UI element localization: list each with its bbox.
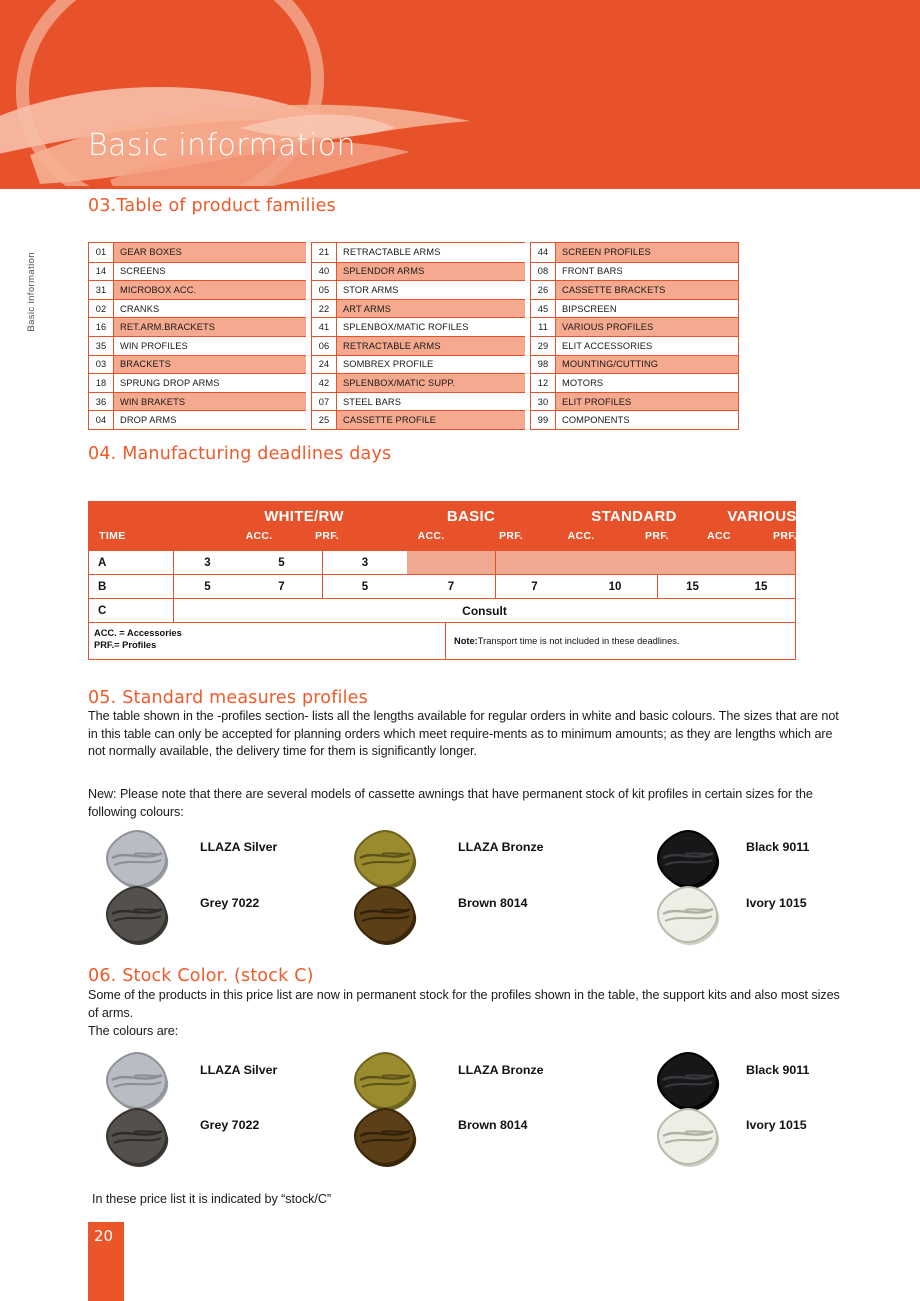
family-code: 04 [89,411,113,429]
note-text: Transport time is not included in these deadlines. [477,636,680,646]
family-code: 36 [89,393,113,411]
table-row [531,336,738,355]
family-name: MOUNTING/CUTTING [555,356,738,374]
deadlines-table-header [89,502,795,550]
family-name: ELIT ACCESSORIES [555,337,738,355]
table-row [312,336,525,355]
swatch-ivory-1015 [655,1106,721,1173]
family-name: SOMBREX PROFILE [336,356,525,374]
table-row [312,243,525,262]
family-name: RETRACTABLE ARMS [336,337,525,355]
section-05-paragraph-2: New: Please note that there are several models of cassette awnings that have permanent stock of kit profiles in certain sizes for the following colours: [88,787,813,819]
family-code: 12 [531,374,555,392]
table-row [89,280,306,299]
family-code: 08 [531,263,555,281]
note-label: Note: [454,636,478,646]
header-sub-basic-acc: ACC. [417,530,445,542]
header-sub-white-prf: PRF. [315,530,339,542]
cell-basic-prf: 7 [447,580,455,593]
family-code: 02 [89,300,113,318]
swatch-label-grey-7022: Grey 7022 [200,896,260,910]
table-row [312,317,525,336]
family-name: BIPSCREEN [555,300,738,318]
page-number: 20 [94,1227,114,1245]
section-heading-04: 04. Manufacturing deadlines days [88,444,392,464]
product-families-table [88,242,739,430]
family-name: BRACKETS [113,356,306,374]
deadlines-row-b [89,574,795,598]
swatch-label-llaza-silver: LLAZA Silver [200,1063,278,1077]
family-name: RETRACTABLE ARMS [336,243,525,262]
family-code: 05 [312,281,336,299]
table-row [312,262,525,281]
header-group-basic: BASIC [446,508,496,525]
table-row [312,280,525,299]
cell-basic-acc: 5 [322,575,407,598]
swatch-grey-7022 [104,1106,170,1173]
cell-standard-prf: 10 [608,580,622,593]
family-code: 42 [312,374,336,392]
cell-standard-acc [495,551,573,574]
legend-prf: PRF.= Profiles [94,640,157,651]
family-code: 40 [312,263,336,281]
legend-acc: ACC. = Accessories [94,628,182,638]
section-05-paragraph-1: The table shown in the -profiles section- lists all the lengths available for regular orders in white and basic colours. The sizes that are not in this table can only be accepted for planning orders which meet require-ments as to minimum amounts; as they are lengths which are not normally available, the delivery time for them is significantly longer. [88,709,839,759]
table-row [89,317,306,336]
family-name: CRANKS [113,300,306,318]
cell-white-acc: 5 [173,575,241,598]
family-name: SPRUNG DROP ARMS [113,374,306,392]
swatch-label-llaza-silver: LLAZA Silver [200,840,278,854]
table-row [89,243,306,262]
family-name: STEEL BARS [336,393,525,411]
family-code: 24 [312,356,336,374]
row-label: A [98,556,107,569]
family-code: 98 [531,356,555,374]
section-06-footnote: In these price list it is indicated by “stock/C” [92,1192,332,1206]
swatch-grey-7022 [104,884,170,951]
deadlines-row-c [89,598,795,622]
family-name: FRONT BARS [555,263,738,281]
family-name: COMPONENTS [555,411,738,429]
family-code: 30 [531,393,555,411]
table-row [89,410,306,429]
family-name: WIN BRAKETS [113,393,306,411]
family-code: 16 [89,318,113,336]
cell-various-acc: 15 [657,575,727,598]
swatch-label-brown-8014: Brown 8014 [458,1118,528,1132]
header-sub-white-acc: ACC. [245,530,273,542]
cell-white-prf: 5 [278,556,285,569]
family-code: 03 [89,356,113,374]
row-label: C [98,604,107,617]
product-families-column-2 [311,242,525,430]
cell-standard-prf [573,551,657,574]
family-code: 45 [531,300,555,318]
table-row [531,299,738,318]
table-row [531,410,738,429]
swatch-label-black-9011: Black 9011 [746,840,810,854]
family-name: WIN PROFILES [113,337,306,355]
section-06-paragraph-1: Some of the products in this price list are now in permanent stock for the profiles shown in the table, the support kits and also most sizes of arms. [88,988,840,1020]
table-row [89,299,306,318]
family-name: RET.ARM.BRACKETS [113,318,306,336]
family-name: ART ARMS [336,300,525,318]
family-code: 26 [531,281,555,299]
swatch-ivory-1015 [655,884,721,951]
family-code: 25 [312,411,336,429]
family-name: CASSETTE PROFILE [336,411,525,429]
table-row [531,262,738,281]
table-row [312,373,525,392]
banner-divider [0,186,920,189]
header-sub-standard-prf: PRF. [645,530,669,542]
header-time-label: TIME [99,530,126,542]
header-sub-various-acc: ACC [707,530,731,542]
section-heading-05: 05. Standard measures profiles [88,688,368,708]
cell-basic-acc: 3 [322,551,407,574]
table-row [531,317,738,336]
page-banner [0,0,920,186]
product-families-column-3 [530,242,739,430]
swatch-label-black-9011: Black 9011 [746,1063,810,1077]
family-code: 18 [89,374,113,392]
header-sub-standard-acc: ACC. [567,530,595,542]
header-sub-basic-prf: PRF. [499,530,523,542]
family-name: SPLENDOR ARMS [336,263,525,281]
table-row [89,262,306,281]
table-row [89,373,306,392]
family-code: 41 [312,318,336,336]
table-row [531,243,738,262]
cell-white-acc: 3 [173,551,241,574]
swatch-label-brown-8014: Brown 8014 [458,896,528,910]
swatch-label-ivory-1015: Ivory 1015 [746,896,807,910]
cell-standard-acc: 7 [495,575,573,598]
family-code: 44 [531,243,555,262]
family-name: SPLENBOX/MATIC SUPP. [336,374,525,392]
product-families-column-1 [88,242,306,430]
family-name: GEAR BOXES [113,243,306,262]
family-name: SCREENS [113,263,306,281]
table-row [89,336,306,355]
deadlines-table [88,501,796,660]
side-tab-label: Basic information [26,252,37,332]
table-row [531,280,738,299]
cell-various-prf: 15 [754,580,768,593]
deadlines-footer [89,622,795,659]
swatch-label-llaza-bronze: LLAZA Bronze [458,1063,544,1077]
header-group-various: VARIOUS [727,508,797,525]
family-name: SPLENBOX/MATIC ROFILES [336,318,525,336]
family-code: 01 [89,243,113,262]
family-name: DROP ARMS [113,411,306,429]
header-sub-various-prf: PRF. [773,530,797,542]
table-row [531,355,738,374]
family-code: 29 [531,337,555,355]
table-row [89,355,306,374]
table-row [312,410,525,429]
section-heading-06: 06. Stock Color. (stock C) [88,966,314,986]
swatch-label-llaza-bronze: LLAZA Bronze [458,840,544,854]
header-group-white: WHITE/RW [264,508,344,525]
section-06-paragraph-2: The colours are: [88,1024,179,1038]
swatch-brown-8014 [352,1106,418,1173]
header-group-standard: STANDARD [591,508,677,525]
family-name: STOR ARMS [336,281,525,299]
family-code: 06 [312,337,336,355]
row-label: B [98,580,107,593]
family-code: 21 [312,243,336,262]
cell-basic-prf [407,551,495,574]
family-code: 11 [531,318,555,336]
family-code: 07 [312,393,336,411]
family-code: 99 [531,411,555,429]
family-code: 35 [89,337,113,355]
section-heading-03: 03.Table of product families [88,196,336,216]
table-row [89,392,306,411]
consult-cell: Consult [173,599,795,622]
family-name: VARIOUS PROFILES [555,318,738,336]
table-row [531,373,738,392]
family-name: SCREEN PROFILES [555,243,738,262]
family-name: ELIT PROFILES [555,393,738,411]
family-code: 22 [312,300,336,318]
family-name: MOTORS [555,374,738,392]
family-code: 14 [89,263,113,281]
cell-various-acc [657,551,727,574]
swatch-label-grey-7022: Grey 7022 [200,1118,260,1132]
family-name: MICROBOX ACC. [113,281,306,299]
swatch-label-ivory-1015: Ivory 1015 [746,1118,807,1132]
family-code: 31 [89,281,113,299]
table-row [312,299,525,318]
table-row [312,392,525,411]
page-title: Basic information [88,128,356,163]
legend-block [89,623,445,659]
table-row [312,355,525,374]
note-block [445,623,795,659]
swatch-brown-8014 [352,884,418,951]
deadlines-row-a [89,550,795,574]
table-row [531,392,738,411]
cell-white-prf: 7 [278,580,285,593]
cell-various-prf [727,551,795,574]
family-name: CASSETTE BRACKETS [555,281,738,299]
